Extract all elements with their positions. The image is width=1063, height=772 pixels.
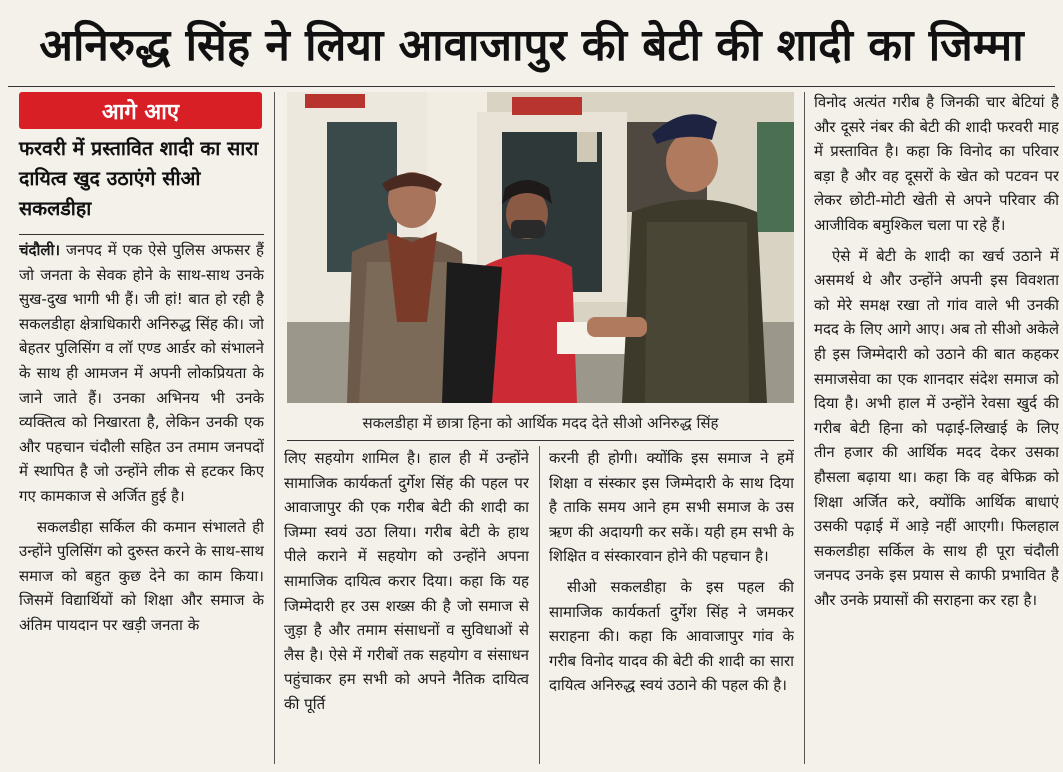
paragraph: विनोद अत्यंत गरीब है जिनकी चार बेटियां है और दूसरे नंबर की बेटी की शादी फरवरी माह में प्रस्तावित है। कहा कि विनोद का परिवार बड़ा है और वह दूसरों के खेत को पटवन पर लेकर छोटी-मोटी खेती से अपने परिवार की आजीविक बमुश्किल चला पा रहे हैं।: [814, 93, 1059, 234]
article-column-4: [814, 90, 1059, 768]
paragraph-text: जनपद में एक ऐसे पुलिस अफसर हैं जो जनता के सेवक होने के साथ-साथ उनके सुख-दुख भागी भी हैं। जी हां! बात हो रही है सकलडीहा क्षेत्राधिकारी अनिरुद्ध सिंह की। जो बेहतर पुलिसिंग व लॉ एण्ड आर्डर को संभालने के साथ ही आमजन में अपनी लोकप्रियता के जाने जाते हैं। उनका अभिनय भी उनके व्यक्तित्व को निखारता है, लेकिन उनकी एक और पहचान चंदौली सहित उन तमाम जनपदों में स्थापित है जो उन्होंने लीक से हटकर किए गए कामकाज से अर्जित हुई है।: [19, 241, 264, 505]
dateline: चंदौली।: [19, 241, 61, 259]
paragraph: [19, 238, 264, 509]
page-title: अनिरुद्ध सिंह ने लिया आवाजापुर की बेटी की शादी का जिम्मा: [39, 20, 1024, 71]
column-divider: [804, 92, 805, 764]
news-photo: [287, 92, 794, 403]
paragraph: सीओ सकलडीहा के इस पहल की सामाजिक कार्यकर्ता दुर्गेश सिंह ने जमकर सराहना की। कहा कि आवाजापुर गांव के गरीब विनोद यादव की बेटी की शादी का सारा दायित्व अनिरुद्ध स्वयं उठाने की पहल की है।: [549, 577, 794, 695]
paragraph: सकलडीहा सर्किल की कमान संभालते ही उन्होंने पुलिसिंग को दुरुस्त करने के साथ-साथ समाज को बहुत कुछ देने का काम किया। जिसमें विद्यार्थियों को शिक्षा और समाज के अंतिम पायदान पर खड़ी जनता के: [19, 517, 264, 634]
kicker-label: आगे आए: [19, 92, 262, 129]
paragraph: लिए सहयोग शामिल है। हाल ही में उन्होंने सामाजिक कार्यकर्ता दुर्गेश सिंह की पहल पर आवाजापुर की एक गरीब बेटी की शादी का जिम्मा स्वयं उठा लिया। गरीब बेटी के हाथ पीले कराने में सहयोग को उन्होंने अपना सामाजिक दायित्व करार दिया। कहा कि यह जिम्मेदारी हर उस शख्स की है जो समाज से जुड़ा है और तमाम संसाधनों व सुविधाओं से लैस है। ऐसे में गरीबों तक सहयोग व संसाधन पहुंचाकर हम सभी को अपने नैतिक दायित्व की पूर्ति: [284, 449, 529, 713]
column-divider: [274, 92, 275, 764]
paragraph: ऐसे में बेटी के शादी का खर्च उठाने में असमर्थ थे और उन्होंने अपनी इस विवशता को मेरे समक्ष रखा तो गांव वाले भी उनकी मदद के लिए आगे आए। अब तो सीओ अकेले ही इस जिम्मेदारी को उठाने की बात कहकर समाजसेवा का एक शानदार संदेश समाज को दिया है। अभी हाल में उन्होंने रेवसा खुर्द की गरीब बेटी हिना को पढ़ाई-लिखाई के लिए तीन हजार की आर्थिक मदद देकर उसका हौसला बढ़ाया था। कहा कि वह बेफिक्र को शिक्षा अर्जित करे, क्योंकि आर्थिक बाधाएं उसकी पढ़ाई में आड़े नहीं आएगी। फिलहाल सकलडीहा सर्किल के साथ ही पूरा चंदौली जनपद उनके इस प्रयास से काफी प्रभावित है और उनके प्रयासों की सराहना कर रहा है।: [814, 246, 1059, 609]
paragraph: करनी ही होगी। क्योंकि इस समाज ने हमें शिक्षा व संस्कार इस जिम्मेदारी के साथ दिया है ताकि समय आने हम सभी समाज के उस ऋण की अदायगी कर सकें। यही हम सभी के शिक्षित व संस्कारवान होने की पहचान है।: [549, 449, 794, 566]
caption-rule: [287, 440, 794, 441]
article-column-1: [19, 238, 264, 768]
subheadline: फरवरी में प्रस्तावित शादी का सारा दायित्व खुद उठाएंगे सीओ सकलडीहा: [19, 137, 259, 220]
photo-caption: सकलडीहा में छात्रा हिना को आर्थिक मदद देते सीओ अनिरुद्ध सिंह: [362, 414, 719, 432]
subhead-rule: [19, 234, 264, 235]
article-column-2: [284, 446, 529, 768]
photo-illustration: [287, 92, 794, 403]
column-divider: [539, 446, 540, 764]
article-column-3: [549, 446, 794, 768]
headline-rule: [8, 86, 1055, 87]
